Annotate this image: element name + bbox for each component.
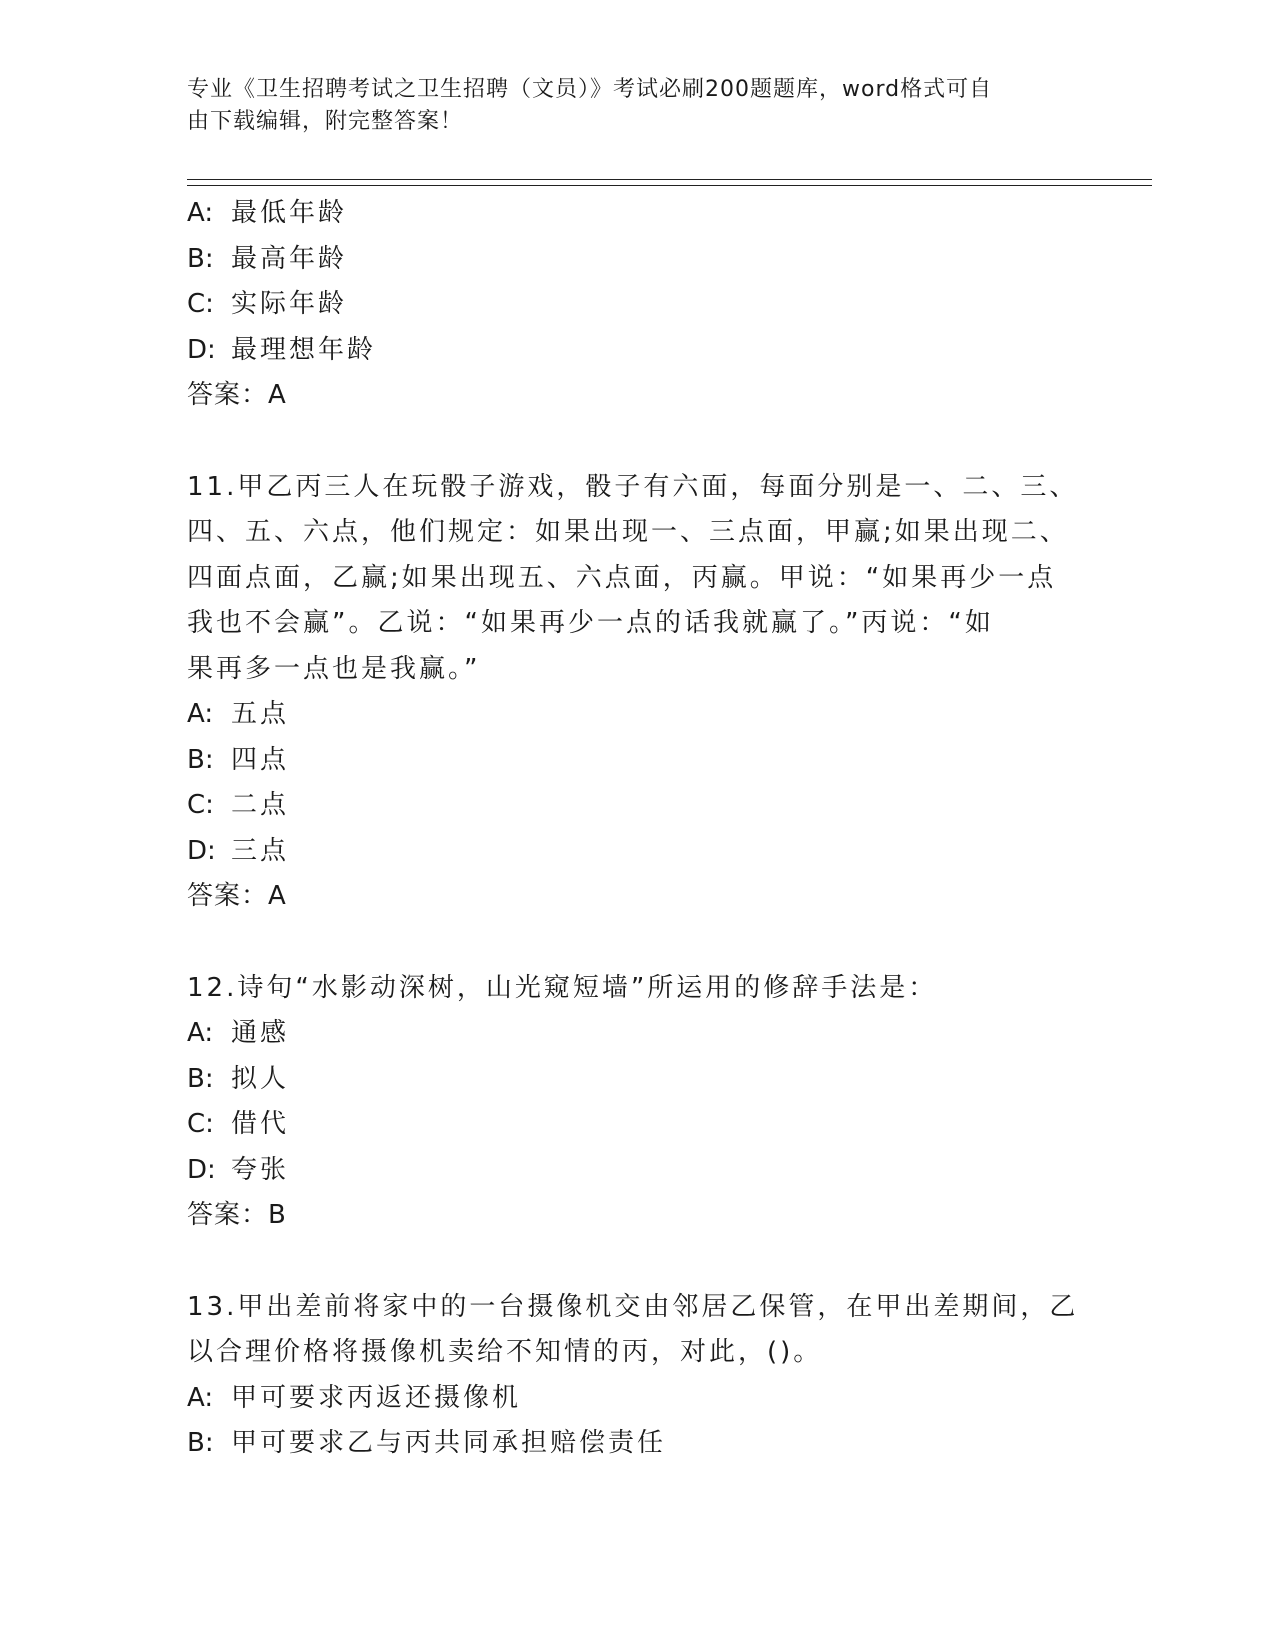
option-text: 拟人 bbox=[231, 1063, 290, 1094]
question-spacer bbox=[187, 419, 1087, 465]
answer-option bbox=[187, 1376, 1087, 1422]
option-letter: C: bbox=[187, 1109, 214, 1139]
header-line-2: 由下载编辑，附完整答案！ bbox=[187, 109, 464, 134]
answer-option bbox=[187, 328, 1087, 374]
answer-option bbox=[187, 738, 1087, 784]
question-block bbox=[187, 1285, 1087, 1467]
header-divider-top bbox=[187, 179, 1152, 180]
answer-label: 答案： bbox=[187, 1200, 269, 1230]
option-text: 通感 bbox=[231, 1018, 290, 1048]
option-text: 最低年龄 bbox=[231, 198, 348, 228]
answer-line bbox=[187, 874, 1087, 920]
answer-option bbox=[187, 1011, 1087, 1057]
option-letter: B: bbox=[187, 243, 214, 274]
option-letter: B: bbox=[187, 1063, 214, 1094]
option-text: 甲可要求丙返还摄像机 bbox=[231, 1382, 522, 1413]
answer-option bbox=[187, 191, 1087, 237]
document-header bbox=[187, 74, 1067, 138]
option-text: 最理想年龄 bbox=[231, 334, 377, 365]
option-letter: D: bbox=[187, 334, 216, 365]
answer-option bbox=[187, 1102, 1087, 1148]
answer-option bbox=[187, 1148, 1087, 1194]
answer-value: B bbox=[268, 1200, 289, 1230]
question-stem-line: 13.甲出差前将家中的一台摄像机交由邻居乙保管，在甲出差期间，乙 bbox=[187, 1291, 1079, 1322]
answer-option bbox=[187, 282, 1087, 328]
answer-label: 答案： bbox=[187, 380, 269, 410]
option-text: 甲可要求乙与丙共同承担赔偿责任 bbox=[231, 1428, 667, 1458]
header-divider-bottom bbox=[187, 185, 1152, 186]
option-letter: D: bbox=[187, 835, 216, 866]
option-text: 借代 bbox=[231, 1109, 290, 1139]
answer-option bbox=[187, 1057, 1087, 1103]
answer-option bbox=[187, 692, 1087, 738]
question-list bbox=[187, 191, 1087, 1467]
option-letter: A: bbox=[187, 1382, 214, 1413]
option-text: 四点 bbox=[231, 744, 290, 775]
option-text: 五点 bbox=[231, 699, 290, 729]
option-text: 夸张 bbox=[231, 1154, 290, 1185]
answer-value: A bbox=[268, 380, 289, 410]
answer-option bbox=[187, 783, 1087, 829]
question-stem-line: 以合理价格将摄像机卖给不知情的丙，对此，()。 bbox=[187, 1337, 823, 1367]
option-letter: A: bbox=[187, 198, 214, 228]
option-text: 最高年龄 bbox=[231, 243, 348, 274]
option-letter: C: bbox=[187, 289, 214, 319]
question-spacer bbox=[187, 920, 1087, 966]
question-block bbox=[187, 966, 1087, 1239]
question-stem-line: 四、五、六点，他们规定：如果出现一、三点面，甲赢;如果出现二、 bbox=[187, 517, 1069, 547]
header-line-1: 专业《卫生招聘考试之卫生招聘（文员）》考试必刷200题题库，word格式可自 bbox=[187, 77, 993, 102]
answer-option bbox=[187, 1421, 1087, 1467]
option-letter: A: bbox=[187, 1018, 214, 1048]
answer-label: 答案： bbox=[187, 881, 269, 911]
option-letter: A: bbox=[187, 699, 214, 729]
answer-option bbox=[187, 237, 1087, 283]
answer-line bbox=[187, 1193, 1087, 1239]
answer-value: A bbox=[268, 881, 289, 911]
question-spacer bbox=[187, 1239, 1087, 1285]
question-block bbox=[187, 465, 1087, 920]
question-stem-line: 果再多一点也是我赢。” bbox=[187, 653, 481, 684]
question-stem-line: 四面点面，乙赢;如果出现五、六点面，丙赢。甲说：“如果再少一点 bbox=[187, 562, 1057, 593]
answer-option bbox=[187, 829, 1087, 875]
option-text: 二点 bbox=[231, 790, 290, 820]
option-text: 实际年龄 bbox=[231, 289, 348, 319]
option-letter: B: bbox=[187, 1428, 214, 1458]
question-stem-line: 我也不会赢”。乙说：“如果再少一点的话我就赢了。”丙说：“如 bbox=[187, 608, 994, 638]
option-letter: B: bbox=[187, 744, 214, 775]
question-block bbox=[187, 191, 1087, 419]
answer-line bbox=[187, 373, 1087, 419]
option-text: 三点 bbox=[231, 835, 290, 866]
question-stem-line: 11.甲乙丙三人在玩骰子游戏，骰子有六面，每面分别是一、二、三、 bbox=[187, 471, 1079, 502]
option-letter: C: bbox=[187, 790, 214, 820]
question-stem-line: 12.诗句“水影动深树，山光窥短墙”所运用的修辞手法是： bbox=[187, 972, 938, 1003]
option-letter: D: bbox=[187, 1154, 216, 1185]
